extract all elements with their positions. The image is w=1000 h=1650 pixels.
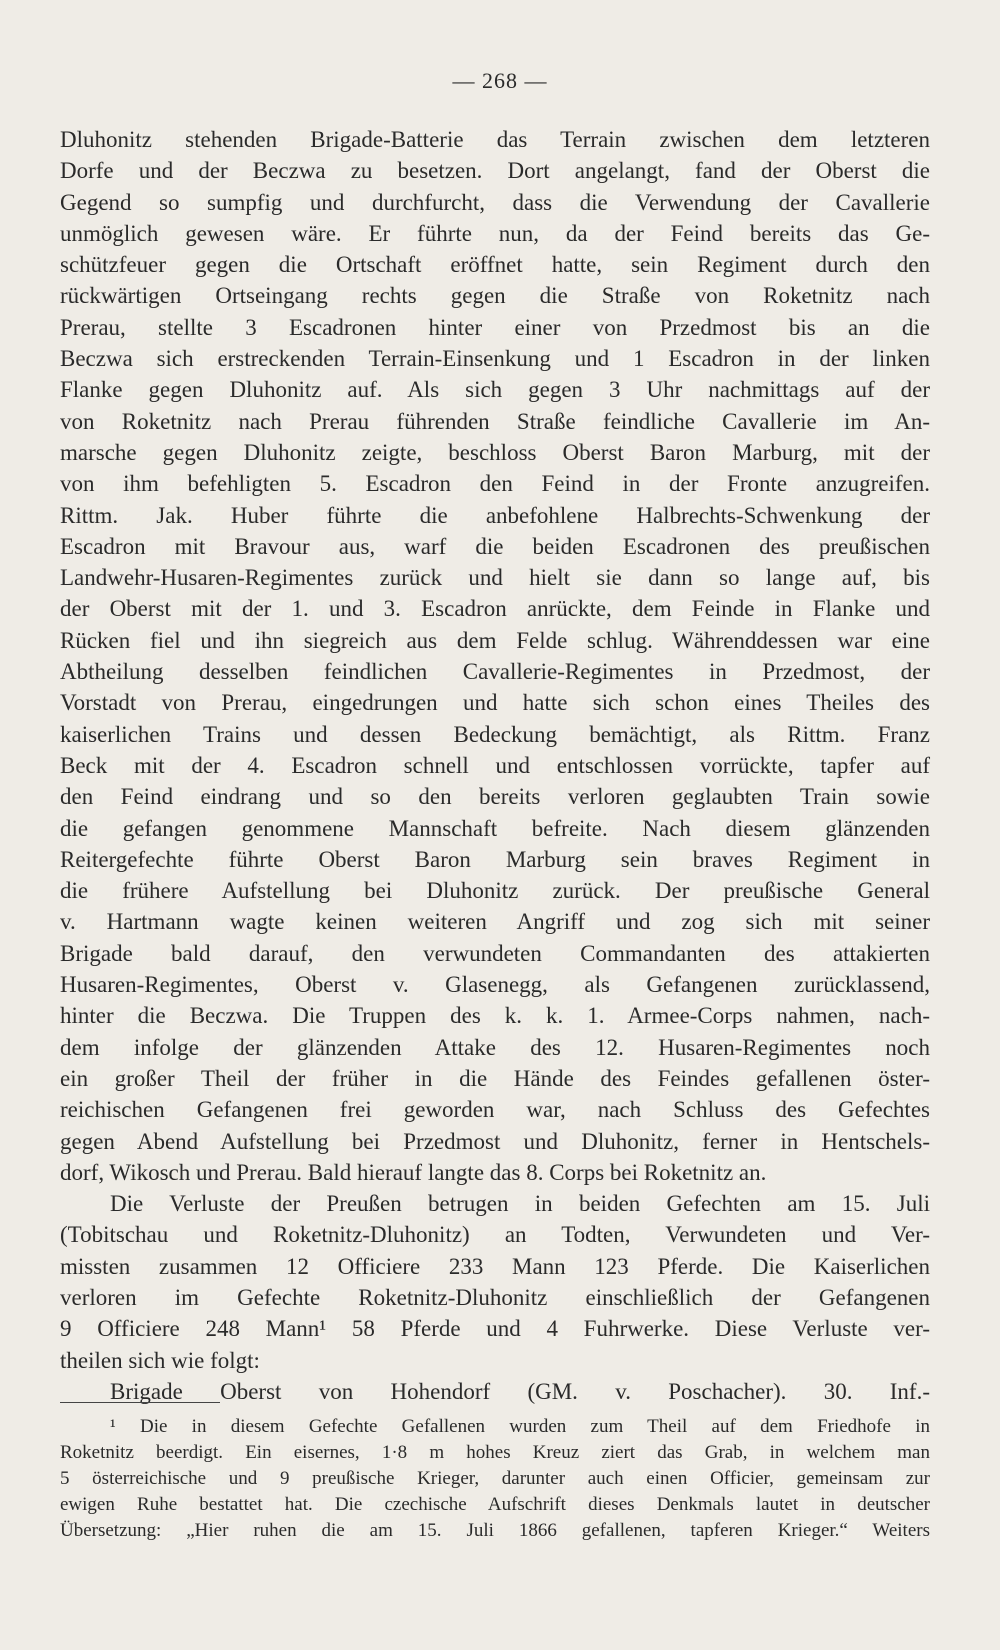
text-line: (Tobitschau und Roketnitz-Dluhonitz) an Todten, Verwundeten und Ver- [60,1222,930,1248]
text-line: ein großer Theil der früher in die Hände des Feindes gefallenen öster- [60,1065,930,1091]
text-line: Brigade bald darauf, den verwundeten Commandanten des attakierten [60,940,930,966]
text-line: v. Hartmann wagte keinen weiteren Angriff und zog sich mit seiner [60,909,930,935]
body-text [60,124,930,1407]
text-line: missten zusammen 12 Officiere 233 Mann 123 Pferde. Die Kaiserlichen [60,1253,930,1279]
footnote [60,1414,930,1544]
footnote-divider [60,1402,220,1403]
text-line: 9 Officiere 248 Mann¹ 58 Pferde und 4 Fuhrwerke. Diese Verluste ver- [60,1316,930,1342]
text-line: reichischen Gefangenen frei geworden war, nach Schluss des Gefechtes [60,1097,930,1123]
text-line: Abtheilung desselben feindlichen Cavallerie-Regimentes in Przedmost, der [60,659,930,685]
text-line: dorf, Wikosch und Prerau. Bald hierauf langte das 8. Corps bei Roketnitz an. [60,1159,767,1185]
text-line: Vorstadt von Prerau, eingedrungen und hatte sich schon eines Theiles des [60,690,930,716]
text-line: Beck mit der 4. Escadron schnell und entschlossen vorrückte, tapfer auf [60,752,930,778]
text-line: der Oberst mit der 1. und 3. Escadron anrückte, dem Feinde in Flanke und [60,596,930,622]
text-line: Rücken fiel und ihn siegreich aus dem Felde schlug. Währenddessen war eine [60,627,930,653]
text-line: Flanke gegen Dluhonitz auf. Als sich gegen 3 Uhr nachmittags auf der [60,377,930,403]
text-line: verloren im Gefechte Roketnitz-Dluhonitz einschließlich der Gefangenen [60,1284,930,1310]
page-number: — 268 — [452,68,548,93]
text-line: den Feind eindrang und so den bereits verloren geglaubten Train sowie [60,784,930,810]
text-line: unmöglich gewesen wäre. Er führte nun, da der Feind bereits das Ge- [60,220,930,246]
text-line: von ihm befehligten 5. Escadron den Feind in der Fronte anzugreifen. [60,471,930,497]
text-line: Husaren-Regimentes, Oberst v. Glasenegg, als Gefangenen zurücklassend, [60,972,930,998]
text-line: Gegend so sumpfig und durchfurcht, dass die Verwendung der Cavallerie [60,189,930,215]
footnote-line: ewigen Ruhe bestattet hat. Die czechische Aufschrift dieses Denkmals lautet in deutscher [60,1494,930,1515]
footnote-line: 5 österreichische und 9 preußische Krieger, darunter auch einen Officier, gemeinsam zur [60,1468,930,1489]
text-line: Beczwa sich erstreckenden Terrain-Einsenkung und 1 Escadron in der linken [60,346,930,372]
text-line: Rittm. Jak. Huber führte die anbefohlene Halbrechts-Schwenkung der [60,502,930,528]
text-line: theilen sich wie folgt: [60,1347,260,1373]
text-line: die gefangen genommene Mannschaft befreite. Nach diesem glänzenden [60,815,930,841]
footnote-line: Roketnitz beerdigt. Ein eisernes, 1·8 m hohes Kreuz ziert das Grab, in welchem man [60,1442,930,1463]
text-line: Brigade Oberst von Hohendorf (GM. v. Poschacher). 30. Inf.- [110,1378,930,1404]
text-line: dem infolge der glänzenden Attake des 12. Husaren-Regimentes noch [60,1034,930,1060]
text-line: die frühere Aufstellung bei Dluhonitz zurück. Der preußische General [60,878,930,904]
text-line: Prerau, stellte 3 Escadronen hinter einer von Przedmost bis an die [60,314,930,340]
text-line: marsche gegen Dluhonitz zeigte, beschloss Oberst Baron Marburg, mit der [60,439,930,465]
text-line: rückwärtigen Ortseingang rechts gegen die Straße von Roketnitz nach [60,283,930,309]
text-line: Dluhonitz stehenden Brigade-Batterie das Terrain zwischen dem letzteren [60,127,930,152]
footnote-line: Übersetzung: „Hier ruhen die am 15. Juli 1866 gefallenen, tapferen Krieger.“ Weiters [60,1520,930,1541]
footnote-line: ¹ Die in diesem Gefechte Gefallenen wurden zum Theil auf dem Friedhofe in [110,1416,930,1437]
text-line: gegen Abend Aufstellung bei Przedmost und Dluhonitz, ferner in Hentschels- [60,1128,930,1154]
text-line: Escadron mit Bravour aus, warf die beiden Escadronen des preußischen [60,533,930,559]
text-line: Reitergefechte führte Oberst Baron Marburg sein braves Regiment in [60,846,930,872]
text-line: kaiserlichen Trains und dessen Bedeckung bemächtigt, als Rittm. Franz [60,721,930,747]
text-line: Landwehr-Husaren-Regimentes zurück und hielt sie dann so lange auf, bis [60,565,930,591]
text-line: Dorfe und der Beczwa zu besetzen. Dort angelangt, fand der Oberst die [60,158,930,184]
text-line: schützfeuer gegen die Ortschaft eröffnet hatte, sein Regiment durch den [60,252,930,278]
text-line: hinter die Beczwa. Die Truppen des k. k. 1. Armee-Corps nahmen, nach- [60,1003,930,1029]
text-line: Die Verluste der Preußen betrugen in beiden Gefechten am 15. Juli [110,1191,930,1217]
text-line: von Roketnitz nach Prerau führenden Straße feindliche Cavallerie im An- [60,408,930,434]
